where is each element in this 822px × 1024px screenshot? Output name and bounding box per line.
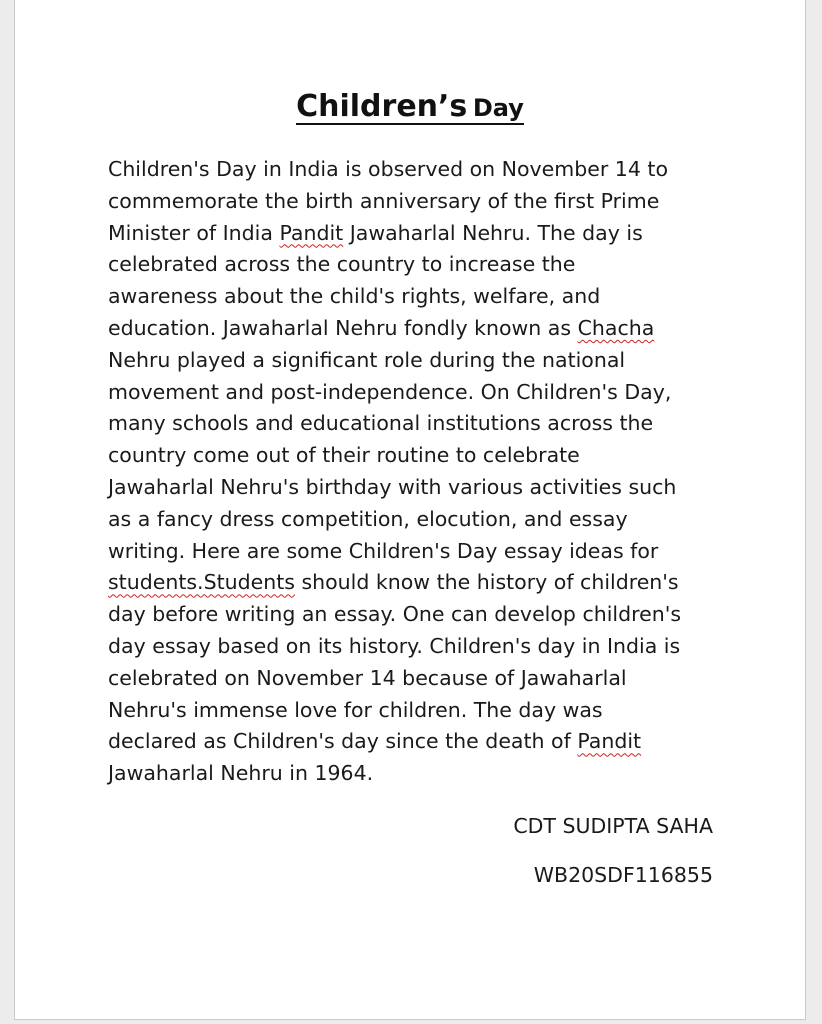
line-text: celebrated on November 14 because of Jawaharlal [108,665,627,690]
essay-line [108,567,728,599]
document-title [15,89,805,125]
line-text: Children's Day in India is observed on November 14 to [108,157,668,181]
essay-line [108,663,728,695]
line-text: Jawaharlal Nehru. The day is [343,220,643,245]
line-text: movement and post-independence. On Children's Day, [108,379,672,404]
signature-name: CDT SUDIPTA SAHA [513,814,713,838]
essay-line [108,758,728,790]
line-text: Minister of India [108,220,280,245]
line-text: celebrated across the country to increase the [108,252,576,277]
spellcheck-flagged-word[interactable]: Chacha [577,315,655,340]
essay-line [108,726,728,758]
essay-line [108,472,728,504]
essay-line [108,345,728,377]
essay-line [108,408,728,440]
document-page [14,0,806,1020]
line-text: many schools and educational institutions across the [108,411,654,436]
essay-line [108,186,728,218]
line-text: Nehru played a significant role during the national [108,347,626,372]
line-text: writing. Here are some Children's Day essay ideas for [108,538,659,563]
line-text: awareness about the child's rights, welfare, and [108,284,601,309]
essay-line [108,631,728,663]
essay-line [108,249,728,281]
spellcheck-flagged-word[interactable]: students.Students [108,570,295,595]
essay-line [108,313,728,345]
essay-line [108,536,728,568]
essay-body [108,154,728,790]
essay-line [108,695,728,727]
essay-line [108,504,728,536]
line-text: as a fancy dress competition, elocution, and essay [108,506,628,531]
line-text: education. Jawaharlal Nehru fondly known as [108,315,578,340]
spellcheck-flagged-word[interactable]: Pandit [577,729,642,754]
essay-line [108,440,728,472]
line-text: should know the history of children's [294,570,679,595]
line-text: Jawaharlal Nehru's birthday with various activities such [108,474,677,499]
essay-line [108,377,728,409]
title-word-childrens: Children’s [296,89,468,124]
line-text: country come out of their routine to celebrate [108,443,580,468]
line-text: day essay based on its history. Children's day in India is [108,633,681,658]
essay-line [108,281,728,313]
essay-line [108,154,728,186]
essay-line [108,218,728,250]
line-text: commemorate the birth anniversary of the first Prime [108,188,660,213]
line-text: declared as Children's day since the death of [108,729,578,754]
line-text: day before writing an essay. One can develop children's [108,602,682,627]
line-text: Jawaharlal Nehru in 1964. [108,761,374,786]
essay-line [108,599,728,631]
signature-id: WB20SDF116855 [533,863,713,887]
spellcheck-flagged-word[interactable]: Pandit [279,220,344,245]
line-text: Nehru's immense love for children. The day was [108,697,603,722]
title-underline [296,89,524,125]
title-word-day: Day [472,94,524,122]
